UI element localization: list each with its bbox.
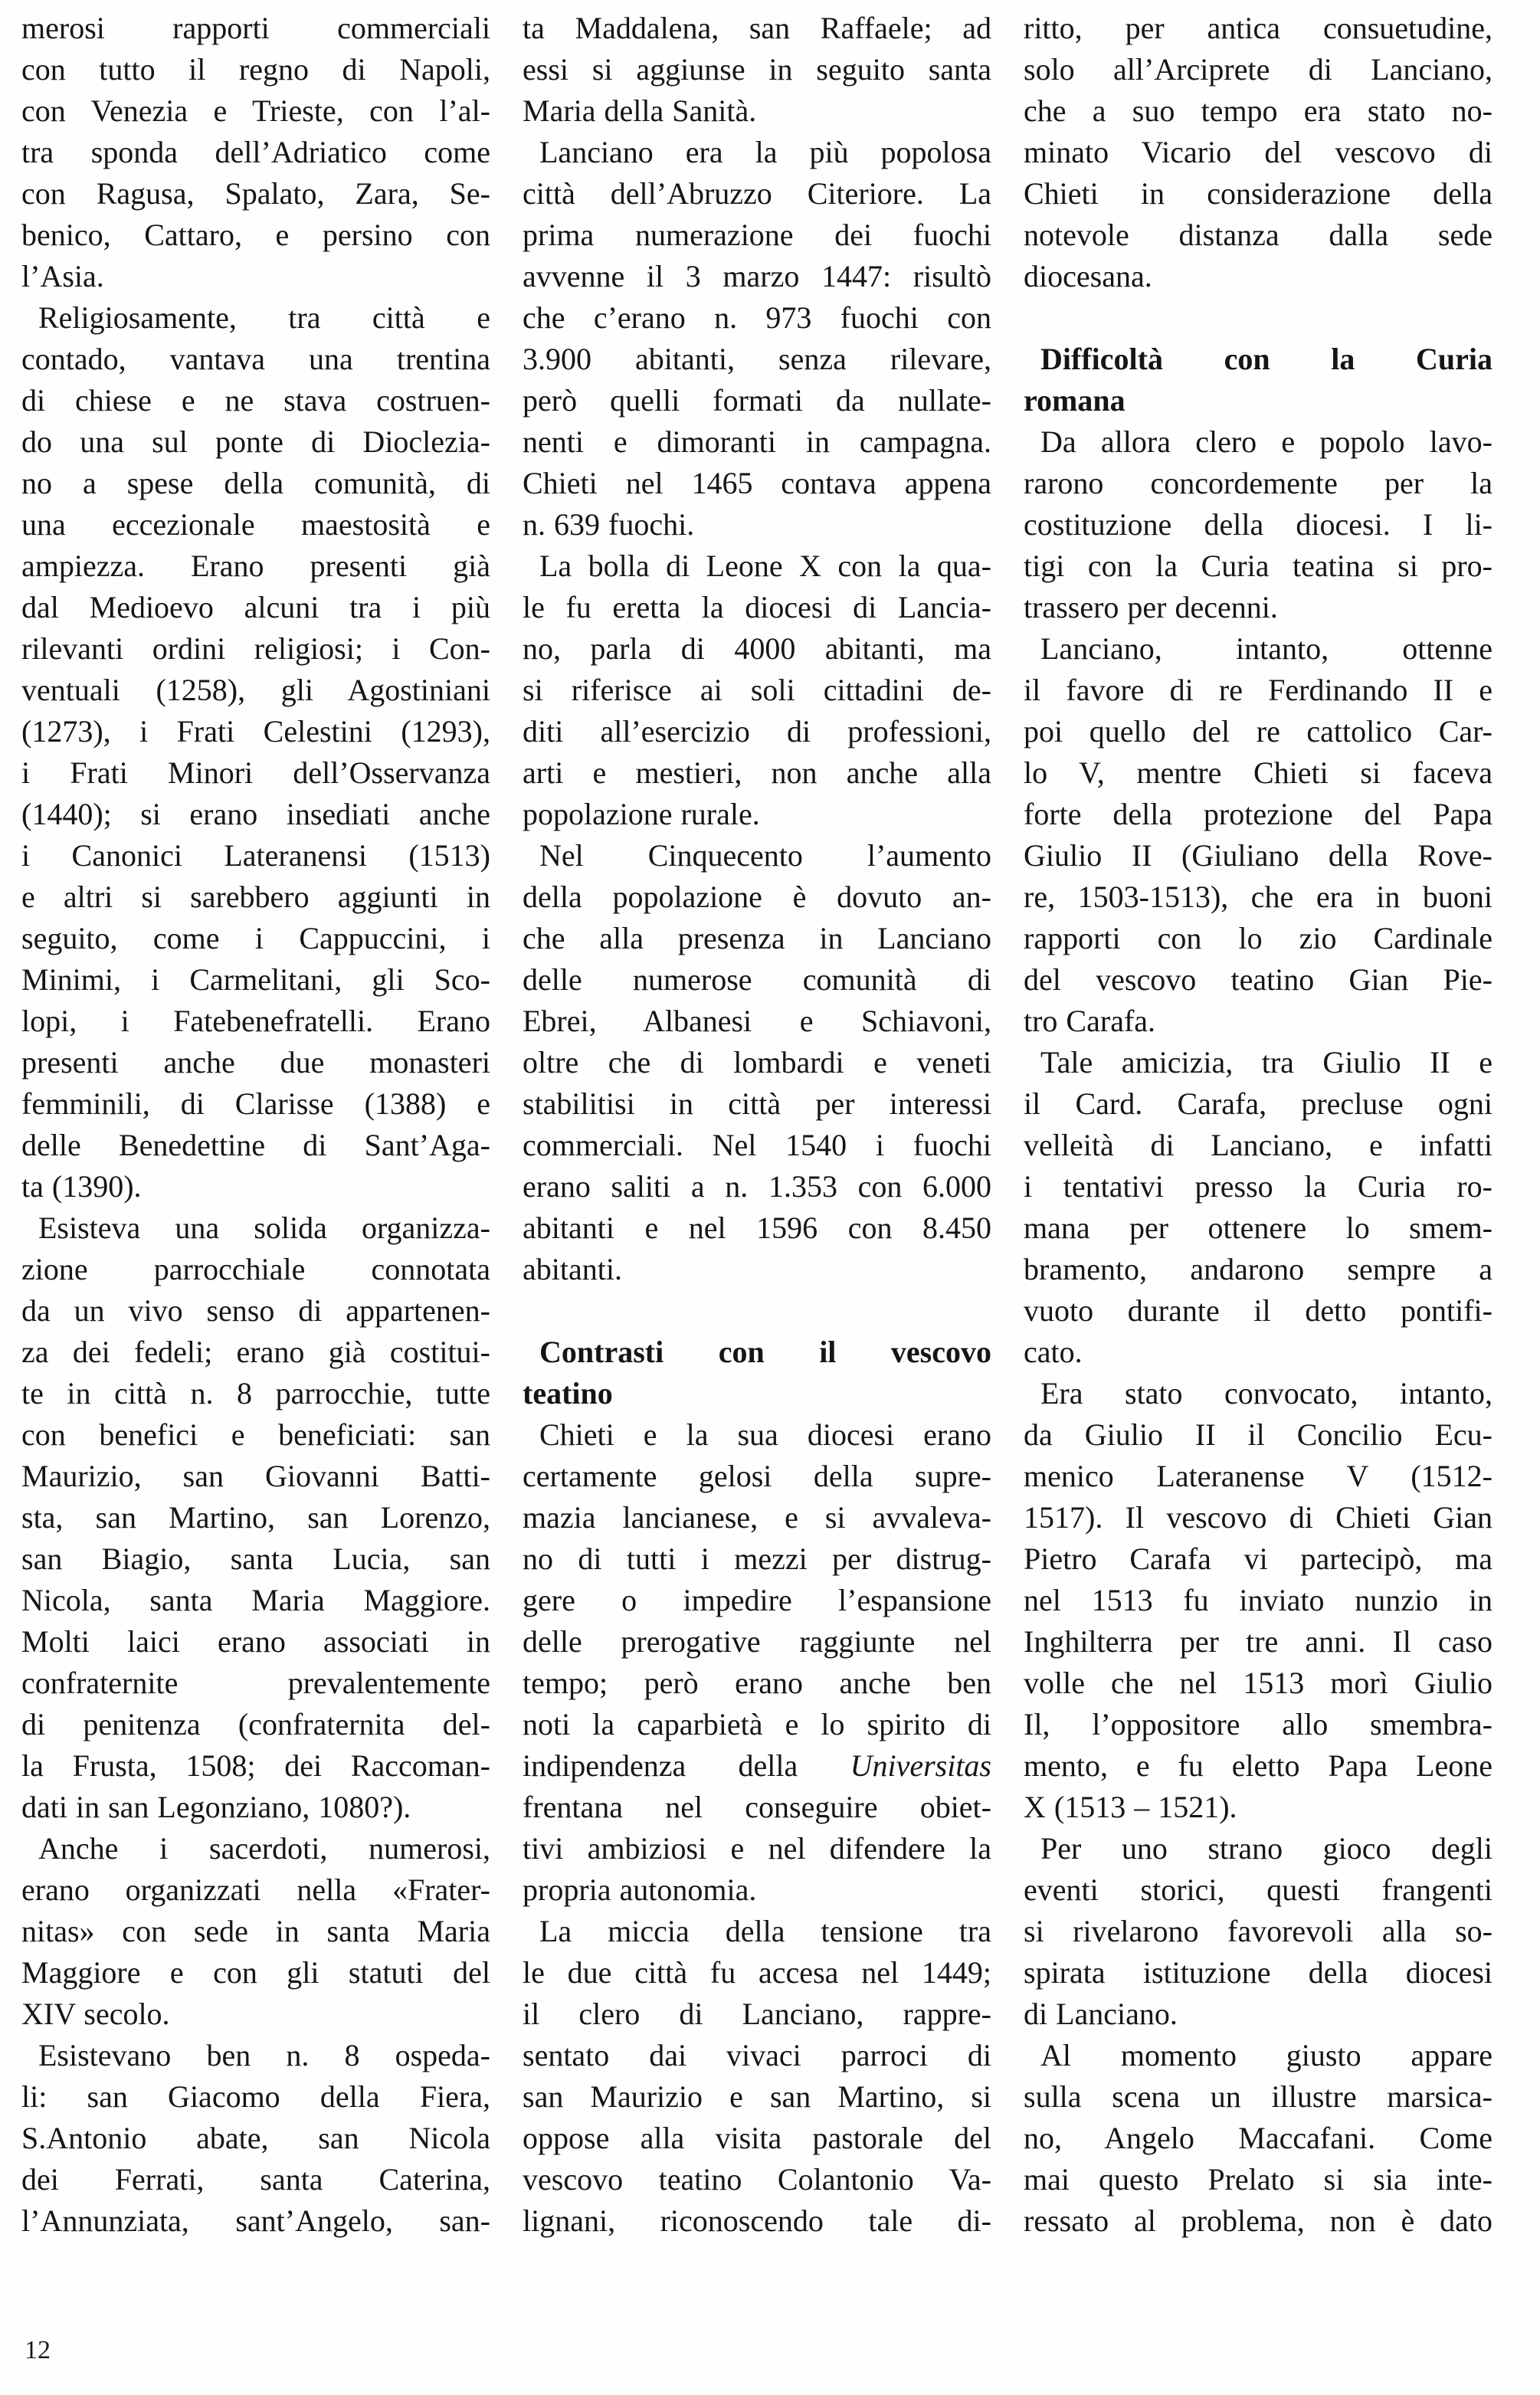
text-line: li: san Giacomo della Fiera, bbox=[21, 2079, 490, 2114]
text-line: Ebrei, Albanesi e Schiavoni, bbox=[523, 1004, 991, 1038]
text-line: rarono concordemente per la bbox=[1024, 466, 1492, 500]
paragraph bbox=[1024, 1373, 1492, 1828]
text-line: femminili, di Clarisse (1388) e bbox=[21, 1086, 490, 1121]
text-line: mai questo Prelato si sia inte- bbox=[1024, 2162, 1492, 2197]
text-line: diti all’esercizio di professioni, bbox=[523, 714, 991, 749]
text-line: eventi storici, questi frangenti bbox=[1024, 1872, 1492, 1907]
text-line: volle che nel 1513 morì Giulio bbox=[1024, 1666, 1492, 1700]
text-line: ta (1390). bbox=[21, 1169, 142, 1204]
text-line: Contrasti con il vescovo bbox=[539, 1335, 991, 1369]
text-line: seguito, come i Cappuccini, i bbox=[21, 921, 490, 955]
text-line: dal Medioevo alcuni tra i più bbox=[21, 590, 490, 624]
text-line: za dei fedeli; erano già costitui- bbox=[21, 1335, 490, 1369]
text-line: san Biagio, santa Lucia, san bbox=[21, 1542, 490, 1576]
text-line: Chieti e la sua diocesi erano bbox=[539, 1417, 991, 1452]
paragraph bbox=[1024, 2035, 1492, 2242]
text-line: Molti laici erano associati in bbox=[21, 1624, 490, 1659]
text-line: te in città n. 8 parrocchie, tutte bbox=[21, 1376, 490, 1410]
text-line: sta, san Martino, san Lorenzo, bbox=[21, 1500, 490, 1535]
text-line: lignani, riconoscendo tale di- bbox=[523, 2203, 991, 2238]
text-line: Lanciano era la più popolosa bbox=[539, 135, 991, 169]
text-line: trassero per decenni. bbox=[1024, 590, 1278, 624]
text-line: avvenne il 3 marzo 1447: risultò bbox=[523, 259, 991, 293]
text-line: lo V, mentre Chieti si faceva bbox=[1024, 755, 1492, 790]
text-line: nel 1513 fu inviato nunzio in bbox=[1024, 1583, 1492, 1617]
text-line: minato Vicario del vescovo di bbox=[1024, 135, 1492, 169]
text-line: città dell’Abruzzo Citeriore. La bbox=[523, 176, 991, 211]
paragraph bbox=[21, 297, 490, 1207]
text-line: commerciali. Nel 1540 i fuochi bbox=[523, 1128, 991, 1162]
text-line: Nicola, santa Maria Maggiore. bbox=[21, 1583, 490, 1617]
text-line: il Card. Carafa, precluse ogni bbox=[1024, 1086, 1492, 1121]
text-line: i Canonici Lateranensi (1513) bbox=[21, 838, 490, 873]
text-line: vuoto durante il detto pontifi- bbox=[1024, 1293, 1492, 1328]
text-line: Al momento giusto appare bbox=[1040, 2038, 1492, 2072]
text-line: presenti anche due monasteri bbox=[21, 1045, 490, 1080]
text-line: l’Annunziata, sant’Angelo, san- bbox=[21, 2203, 490, 2238]
text-line: e altri si sarebbero aggiunti in bbox=[21, 880, 490, 914]
text-line: Esisteva una solida organizza- bbox=[38, 1211, 490, 1245]
text-line: rilevanti ordini religiosi; i Con- bbox=[21, 631, 490, 666]
text-line: con benefici e beneficiati: san bbox=[21, 1417, 490, 1452]
text-line: no, parla di 4000 abitanti, ma bbox=[523, 631, 991, 666]
paragraph bbox=[1024, 1042, 1492, 1373]
text-line: vescovo teatino Colantonio Va- bbox=[523, 2162, 991, 2197]
text-line: san Maurizio e san Martino, si bbox=[523, 2079, 991, 2114]
text-line: tivi ambiziosi e nel difendere la bbox=[523, 1831, 991, 1866]
text-line: Nel Cinquecento l’aumento bbox=[539, 838, 991, 873]
text-line: menico Lateranense V (1512- bbox=[1024, 1459, 1492, 1493]
text-line: Era stato convocato, intanto, bbox=[1040, 1376, 1492, 1410]
text-line: certamente gelosi della supre- bbox=[523, 1459, 991, 1493]
text-line: velleità di Lanciano, e infatti bbox=[1024, 1128, 1492, 1162]
text-line: mento, e fu eletto Papa Leone bbox=[1024, 1748, 1492, 1783]
text-line: diocesana. bbox=[1024, 259, 1152, 293]
paragraph bbox=[523, 1911, 991, 2242]
text-line: sulla scena un illustre marsica- bbox=[1024, 2079, 1492, 2114]
text-line: ta Maddalena, san Raffaele; ad bbox=[523, 11, 991, 45]
text-line: la Frusta, 1508; dei Raccoman- bbox=[21, 1748, 490, 1783]
text-line: Inghilterra per tre anni. Il caso bbox=[1024, 1624, 1492, 1659]
text-line: arti e mestieri, non anche alla bbox=[523, 755, 991, 790]
text-line: noti la caparbietà e lo spirito di bbox=[523, 1707, 991, 1741]
text-line: merosi rapporti commerciali bbox=[21, 11, 490, 45]
text-line: popolazione rurale. bbox=[523, 797, 760, 831]
text-line: Il, l’oppositore allo smembra- bbox=[1024, 1707, 1492, 1741]
text-column bbox=[1024, 8, 1492, 2242]
text-line: Minimi, i Carmelitani, gli Sco- bbox=[21, 962, 490, 997]
paragraph bbox=[1024, 8, 1492, 297]
text-line: zione parrocchiale connotata bbox=[21, 1252, 490, 1286]
paragraph bbox=[1024, 628, 1492, 1042]
text-line: tigi con la Curia teatina si pro- bbox=[1024, 549, 1492, 583]
text-line: Chieti nel 1465 contava appena bbox=[523, 466, 991, 500]
text-column bbox=[523, 8, 991, 2242]
italic-text: Universitas bbox=[850, 1748, 991, 1783]
text-line: da un vivo senso di appartenen- bbox=[21, 1293, 490, 1328]
text-line: no a spese della comunità, di bbox=[21, 466, 490, 500]
text-line: benico, Cattaro, e persino con bbox=[21, 218, 490, 252]
text-line: il clero di Lanciano, rappre- bbox=[523, 1997, 991, 2031]
text-line: (1440); si erano insediati anche bbox=[21, 797, 490, 831]
text-line: della popolazione è dovuto an- bbox=[523, 880, 991, 914]
text-line: nenti e dimoranti in campagna. bbox=[523, 424, 991, 459]
text-line: essi si aggiunse in seguito santa bbox=[523, 52, 991, 87]
text-line: n. 639 fuochi. bbox=[523, 507, 695, 542]
text-line: propria autonomia. bbox=[523, 1872, 757, 1907]
text-line: che a suo tempo era stato no- bbox=[1024, 93, 1492, 128]
paragraph bbox=[21, 1207, 490, 1828]
text-line: Lanciano, intanto, ottenne bbox=[1040, 631, 1492, 666]
text-line: tempo; però erano anche ben bbox=[523, 1666, 991, 1700]
paragraph bbox=[523, 132, 991, 546]
text-line: con Venezia e Trieste, con l’al- bbox=[21, 93, 490, 128]
text-line: le due città fu accesa nel 1449; bbox=[523, 1955, 991, 1990]
text-line: spirata istituzione della diocesi bbox=[1024, 1955, 1492, 1990]
text-line: le fu eretta la diocesi di Lancia- bbox=[523, 590, 991, 624]
text-line: però quelli formati da nullate- bbox=[523, 383, 991, 418]
text-line: Per uno strano gioco degli bbox=[1040, 1831, 1492, 1866]
text-line: Maggiore e con gli statuti del bbox=[21, 1955, 490, 1990]
text-line: da Giulio II il Concilio Ecu- bbox=[1024, 1417, 1492, 1452]
text-line: di chiese e ne stava costruen- bbox=[21, 383, 490, 418]
paragraph bbox=[523, 1414, 991, 1911]
text-line: tro Carafa. bbox=[1024, 1004, 1156, 1038]
text-line: no, Angelo Maccafani. Come bbox=[1024, 2121, 1492, 2155]
text-line: poi quello del re cattolico Car- bbox=[1024, 714, 1492, 749]
paragraph bbox=[21, 1828, 490, 2035]
text-line: Da allora clero e popolo lavo- bbox=[1040, 424, 1492, 459]
text-line: forte della protezione del Papa bbox=[1024, 797, 1492, 831]
text-line: che c’erano n. 973 fuochi con bbox=[523, 300, 991, 335]
text-line: teatino bbox=[523, 1376, 613, 1410]
text-line: che alla presenza in Lanciano bbox=[523, 921, 991, 955]
text-line: X (1513 – 1521). bbox=[1024, 1790, 1237, 1824]
text-line: (1273), i Frati Celestini (1293), bbox=[21, 714, 490, 749]
text-line: il favore di re Ferdinando II e bbox=[1024, 673, 1492, 707]
text-line: frentana nel conseguire obiet- bbox=[523, 1790, 991, 1824]
text-line: ampiezza. Erano presenti già bbox=[21, 549, 490, 583]
text-line: La bolla di Leone X con la qua- bbox=[539, 549, 991, 583]
text-line: gere o impedire l’espansione bbox=[523, 1583, 991, 1617]
text-line: rapporti con lo zio Cardinale bbox=[1024, 921, 1492, 955]
paragraph bbox=[21, 8, 490, 297]
text-line: cato. bbox=[1024, 1335, 1083, 1369]
text-line: Esistevano ben n. 8 ospeda- bbox=[38, 2038, 490, 2072]
text-line: di penitenza (confraternita del- bbox=[21, 1707, 490, 1741]
text-line: di Lanciano. bbox=[1024, 1997, 1178, 2031]
text-line: Giulio II (Giuliano della Rove- bbox=[1024, 838, 1492, 873]
text-line: sentato dai vivaci parroci di bbox=[523, 2038, 991, 2072]
text-line: mana per ottenere lo smem- bbox=[1024, 1211, 1492, 1245]
text-line: S.Antonio abate, san Nicola bbox=[21, 2121, 490, 2155]
text-line: con tutto il regno di Napoli, bbox=[21, 52, 490, 87]
text-column bbox=[21, 8, 490, 2242]
text-line: ventuali (1258), gli Agostiniani bbox=[21, 673, 490, 707]
text-line: abitanti. bbox=[523, 1252, 622, 1286]
text-line: stabilitisi in città per interessi bbox=[523, 1086, 991, 1121]
text-line: indipendenza della Universitas bbox=[523, 1748, 991, 1783]
text-line: con Ragusa, Spalato, Zara, Se- bbox=[21, 176, 490, 211]
text-line: i Frati Minori dell’Osservanza bbox=[21, 755, 490, 790]
text-line: del vescovo teatino Gian Pie- bbox=[1024, 962, 1492, 997]
text-line: re, 1503-1513), che era in buoni bbox=[1024, 880, 1492, 914]
text-line: delle numerose comunità di bbox=[523, 962, 991, 997]
text-line: Religiosamente, tra città e bbox=[38, 300, 490, 335]
paragraph bbox=[523, 8, 991, 132]
text-line: ressato al problema, non è dato bbox=[1024, 2203, 1492, 2238]
text-line: ritto, per antica consuetudine, bbox=[1024, 11, 1492, 45]
text-line: solo all’Arciprete di Lanciano, bbox=[1024, 52, 1492, 87]
text-line: Maurizio, san Giovanni Batti- bbox=[21, 1459, 490, 1493]
text-line: erano saliti a n. 1.353 con 6.000 bbox=[523, 1169, 991, 1204]
text-line: prima numerazione dei fuochi bbox=[523, 218, 991, 252]
text-line: La miccia della tensione tra bbox=[539, 1914, 991, 1948]
text-line: Anche i sacerdoti, numerosi, bbox=[38, 1831, 490, 1866]
paragraph bbox=[1024, 421, 1492, 628]
text-line: contado, vantava una trentina bbox=[21, 342, 490, 376]
text-line: 1517). Il vescovo di Chieti Gian bbox=[1024, 1500, 1492, 1535]
paragraph bbox=[1024, 1828, 1492, 2035]
section-heading bbox=[523, 1332, 991, 1414]
text-line: si riferisce ai soli cittadini de- bbox=[523, 673, 991, 707]
text-line: Tale amicizia, tra Giulio II e bbox=[1040, 1045, 1492, 1080]
text-line: nitas» con sede in santa Maria bbox=[21, 1914, 490, 1948]
text-line: l’Asia. bbox=[21, 259, 104, 293]
text-line: dei Ferrati, santa Caterina, bbox=[21, 2162, 490, 2197]
text-line: Maria della Sanità. bbox=[523, 93, 757, 128]
text-line: abitanti e nel 1596 con 8.450 bbox=[523, 1211, 991, 1245]
section-heading bbox=[1024, 339, 1492, 421]
page-number: 12 bbox=[25, 2336, 51, 2364]
text-line: mazia lancianese, e si avvaleva- bbox=[523, 1500, 991, 1535]
text-line: Chieti in considerazione della bbox=[1024, 176, 1492, 211]
text-line: oltre che di lombardi e veneti bbox=[523, 1045, 991, 1080]
text-line: no di tutti i mezzi per distrug- bbox=[523, 1542, 991, 1576]
paragraph bbox=[523, 546, 991, 835]
text-line: dati in san Legonziano, 1080?). bbox=[21, 1790, 411, 1824]
text-line: XIV secolo. bbox=[21, 1997, 170, 2031]
text-line: delle Benedettine di Sant’Aga- bbox=[21, 1128, 490, 1162]
text-line: lopi, i Fatebenefratelli. Erano bbox=[21, 1004, 490, 1038]
text-line: delle prerogative raggiunte nel bbox=[523, 1624, 991, 1659]
text-line: 3.900 abitanti, senza rilevare, bbox=[523, 342, 991, 376]
text-line: confraternite prevalentemente bbox=[21, 1666, 490, 1700]
text-line: Difficoltà con la Curia bbox=[1040, 342, 1492, 376]
text-line: Pietro Carafa vi partecipò, ma bbox=[1024, 1542, 1492, 1576]
text-line: tra sponda dell’Adriatico come bbox=[21, 135, 490, 169]
text-line: oppose alla visita pastorale del bbox=[523, 2121, 991, 2155]
text-line: do una sul ponte di Dioclezia- bbox=[21, 424, 490, 459]
text-line: si rivelarono favorevoli alla so- bbox=[1024, 1914, 1492, 1948]
text-line: notevole distanza dalla sede bbox=[1024, 218, 1492, 252]
paragraph bbox=[21, 2035, 490, 2242]
text-line: romana bbox=[1024, 383, 1126, 418]
paragraph bbox=[523, 835, 991, 1290]
text-line: una eccezionale maestosità e bbox=[21, 507, 490, 542]
text-line: costituzione della diocesi. I li- bbox=[1024, 507, 1492, 542]
text-line: i tentativi presso la Curia ro- bbox=[1024, 1169, 1492, 1204]
text-line: erano organizzati nella «Frater- bbox=[21, 1872, 490, 1907]
text-line: bramento, andarono sempre a bbox=[1024, 1252, 1492, 1286]
